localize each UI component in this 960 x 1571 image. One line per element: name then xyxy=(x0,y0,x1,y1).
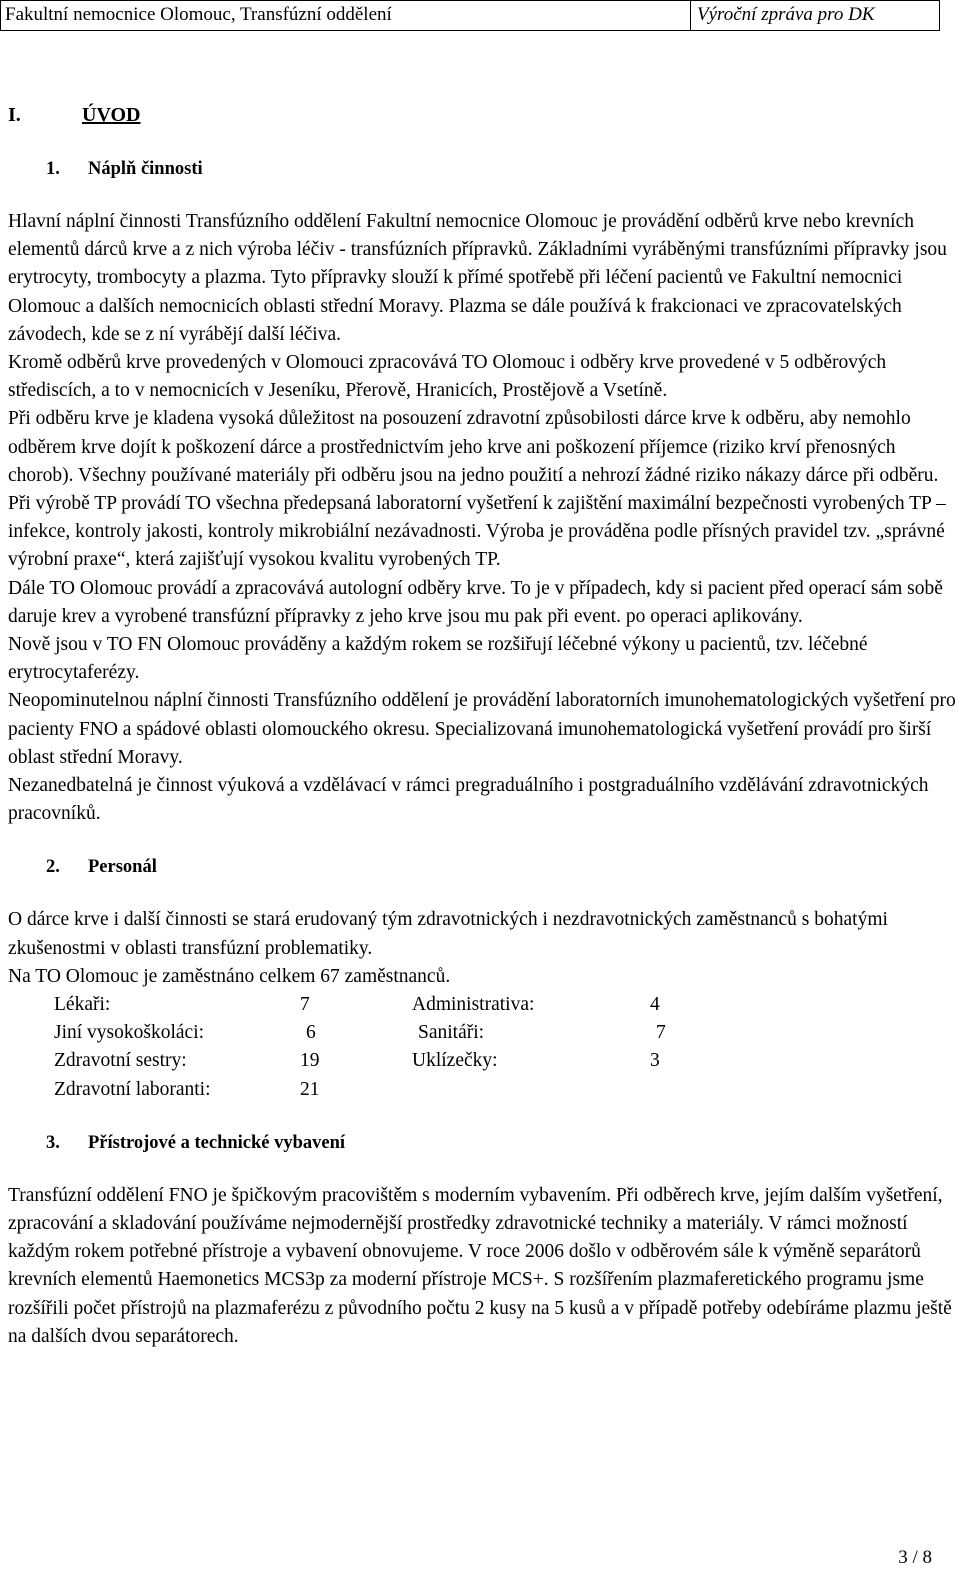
staff-table xyxy=(8,991,958,1104)
staff-label: Zdravotní sestry: xyxy=(54,1050,187,1072)
chapter-number: I. xyxy=(8,104,21,126)
paragraph: Hlavní náplní činnosti Transfúzního oddělení Fakultní nemocnice Olomouc je provádění odběrů krve nebo krevních elementů dárců krve a z nich výroba léčiv - transfúzních přípravků. Základními vyráběnými transfúzními přípravky jsou erytrocyty, trombocyty a plazma. Tyto přípravky slouží k přímé spotřebě při léčení pacientů ve Fakultní nemocnici Olomouc a dalších nemocnicích oblasti střední Moravy. Plazma se dále používá k frakcionaci ve zpracovatelských závodech, kde se z ní vyrábějí další léčiva. xyxy=(8,211,947,345)
staff-row xyxy=(8,1019,958,1047)
staff-count xyxy=(650,1076,690,1104)
staff-count: 7 xyxy=(300,994,310,1016)
paragraph: Při výrobě TP provádí TO všechna předepsaná laboratorní vyšetření k zajištění maximální bezpečnosti vyrobených TP – infekce, kontroly jakosti, kontroly mikrobiální nezávadnosti. Výroba je prováděna podle přísných pravidel tzv. „správné výrobní praxe“, která zajišťují vysokou kvalitu vyrobených TP. xyxy=(8,493,946,571)
staff-row xyxy=(8,1076,958,1104)
paragraph: O dárce krve i další činnosti se stará erudovaný tým zdravotnických i nezdravotnických zaměstnanců s bohatými zkušenostmi v oblasti transfúzní problematiky. xyxy=(8,909,888,959)
header-report-title: Výroční zpráva pro DK xyxy=(697,4,875,25)
paragraph: Na TO Olomouc je zaměstnáno celkem 67 zaměstnanců. xyxy=(8,965,451,987)
section-title: Přístrojové a technické vybavení xyxy=(88,1132,346,1153)
paragraph: Nezanedbatelná je činnost výuková a vzdělávací v rámci pregraduálního i postgraduálního vzdělávání zdravotnických pracovníků. xyxy=(8,775,929,825)
header-institution: Fakultní nemocnice Olomouc, Transfúzní oddělení xyxy=(1,1,691,30)
document-body xyxy=(8,100,958,1351)
staff-row xyxy=(8,1047,958,1075)
chapter-heading xyxy=(8,100,958,130)
paragraph: Neopominutelnou náplní činnosti Transfúzního oddělení je provádění laboratorních imunohematologických vyšetření pro pacienty FNO a spádové oblasti olomouckého okresu. Specializovaná imunohematologická vyšetření provádí pro širší oblast střední Moravy. xyxy=(8,690,956,768)
staff-label: Zdravotní laboranti: xyxy=(54,1078,211,1100)
staff-label: Jiní vysokoškoláci: xyxy=(54,1022,205,1044)
staff-count: 19 xyxy=(300,1050,320,1072)
section-number: 3. xyxy=(46,1132,60,1153)
section-heading-1 xyxy=(8,156,958,182)
section-number: 1. xyxy=(46,159,60,179)
staff-label: Lékaři: xyxy=(54,994,111,1016)
section-number: 2. xyxy=(46,857,60,878)
paragraph: Nově jsou v TO FN Olomouc prováděny a každým rokem se rozšiřují léčebné výkony u pacientů, tzv. léčebné erytrocytaferézy. xyxy=(8,634,868,684)
staff-label xyxy=(360,1076,650,1104)
section-heading-2 xyxy=(8,854,958,880)
staff-row xyxy=(8,991,958,1019)
staff-label: Sanitáři: xyxy=(418,1022,485,1044)
page-number: 3 / 8 xyxy=(898,1547,932,1568)
staff-count: 21 xyxy=(300,1078,320,1100)
paragraph: Dále TO Olomouc provádí a zpracovává autologní odběry krve. To je v případech, kdy si pacient před operací sám sobě daruje krev a vyrobené transfúzní přípravky z jeho krve jsou mu pak při event. po operaci aplikovány. xyxy=(8,577,943,627)
paragraph: Kromě odběrů krve provedených v Olomouci zpracovává TO Olomouc i odběry krve provedené v 5 odběrových střediscích, a to v nemocnicích v Jeseníku, Přerově, Hranicích, Prostějově a Vsetíně. xyxy=(8,352,887,402)
staff-count: 4 xyxy=(650,994,660,1016)
section-title: Náplň činnosti xyxy=(88,159,203,179)
staff-count: 3 xyxy=(650,1050,660,1072)
paragraph: Při odběru krve je kladena vysoká důležitost na posouzení zdravotní způsobilosti dárce krve k odběru, aby nemohlo odběrem krve dojít k poškození dárce a prostřednictvím jeho krve ani poškození příjemce (riziko krví přenosných chorob). Všechny používané materiály při odběru jsou na jedno použití a nehrozí žádné riziko nákazy dárce při odběru. xyxy=(8,408,939,486)
chapter-title: ÚVOD xyxy=(82,104,141,126)
page-header xyxy=(0,0,940,31)
staff-label: Administrativa: xyxy=(412,994,535,1016)
paragraph: Transfúzní oddělení FNO je špičkovým pracovištěm s moderním vybavením. Při odběrech krve, jejím dalším vyšetření, zpracování a skladování používáme nejmodernější prostředky zdravotnické techniky a materiály. V rámci možností každým rokem potřebné přístroje a vybavení obnovujeme. V roce 2006 došlo v odběrovém sále k výměně separátorů krevních elementů Haemonetics MCS3p za moderní přístroje MCS+. S rozšířením plazmaferetického programu jsme rozšířili počet přístrojů na plazmaferézu z původního počtu 2 kusy na 5 kusů a v případě potřeby odebíráme plazmu ještě na dalších dvou separátorech. xyxy=(8,1184,952,1347)
staff-label: Uklízečky: xyxy=(412,1050,498,1072)
section-heading-3 xyxy=(8,1130,958,1156)
section-title: Personál xyxy=(88,857,157,878)
staff-count: 6 xyxy=(306,1022,316,1044)
staff-count: 7 xyxy=(656,1022,666,1044)
